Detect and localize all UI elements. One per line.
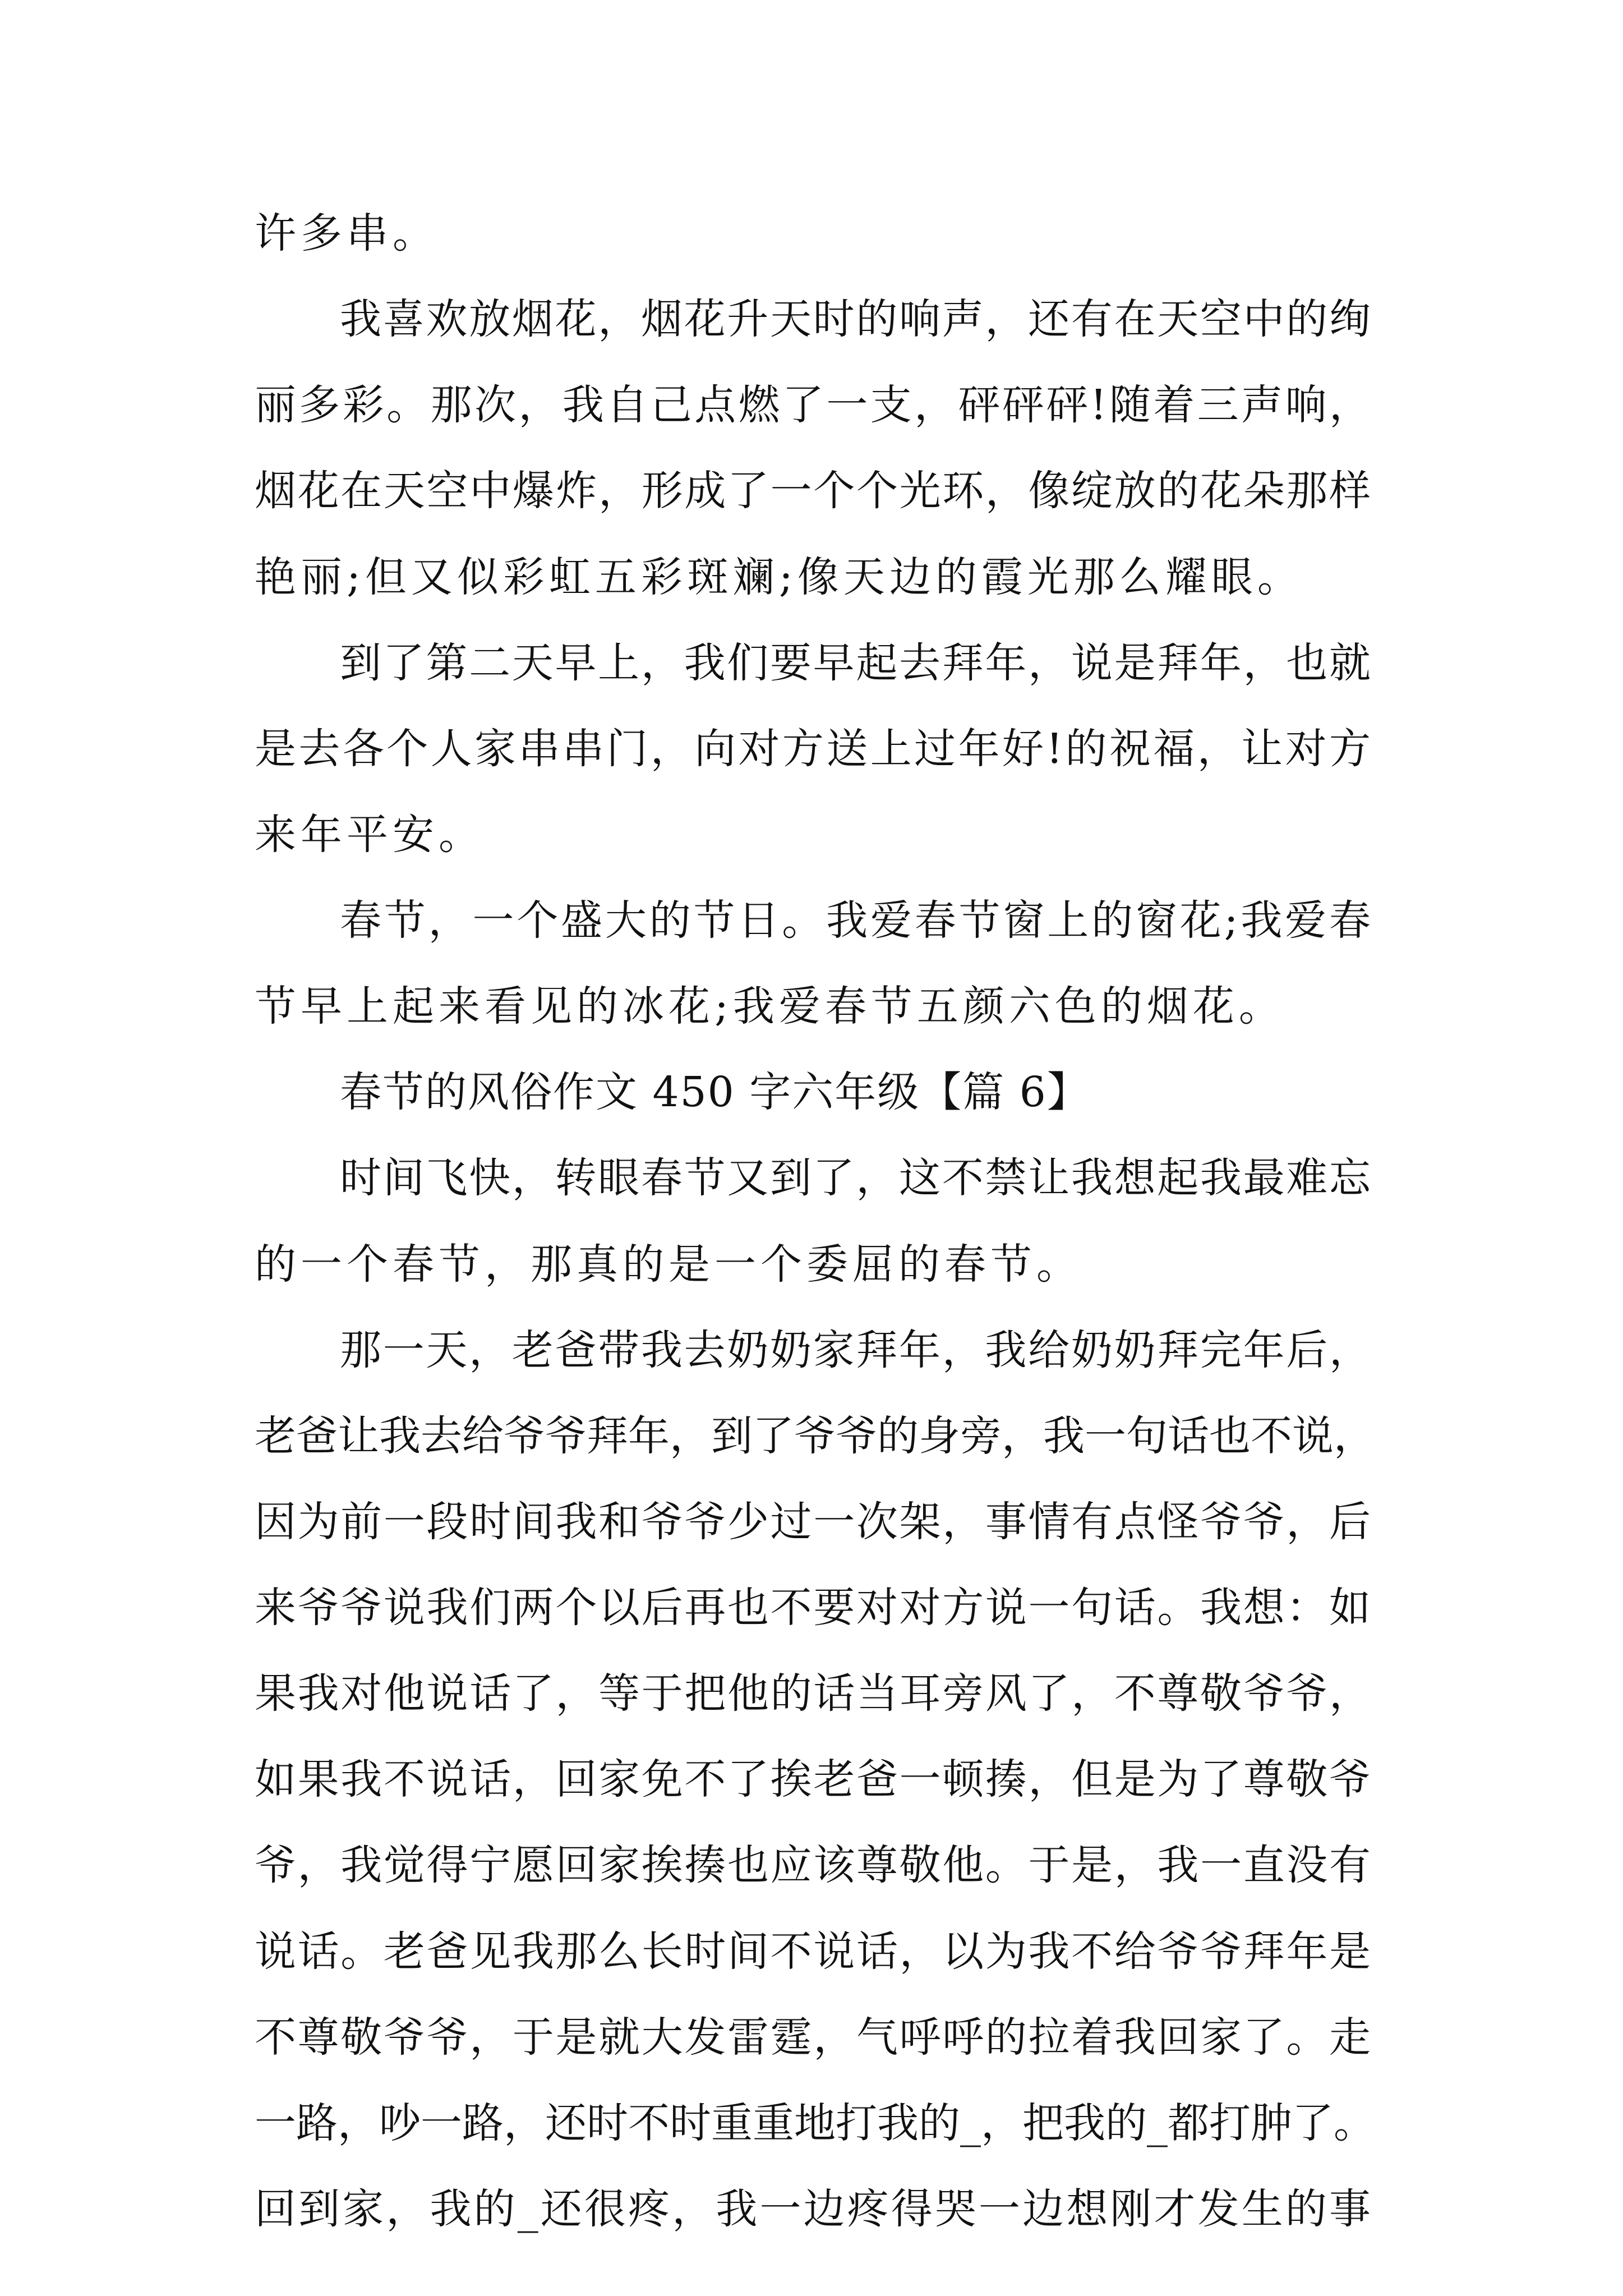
section-heading: 春节的风俗作文 450 字六年级【篇 6】 bbox=[340, 1068, 1090, 1116]
text-line: 那一天，老爸带我去奶奶家拜年，我给奶奶拜完年后， bbox=[340, 1326, 1371, 1374]
text-line: 的一个春节，那真的是一个委屈的春节。 bbox=[255, 1240, 1082, 1289]
text-line: 许多串。 bbox=[255, 209, 439, 257]
text-line: 说话。老爸见我那么长时间不说话，以为我不给爷爷拜年是 bbox=[255, 1927, 1371, 1976]
text-line: 我喜欢放烟花，烟花升天时的响声，还有在天空中的绚 bbox=[340, 295, 1371, 343]
text-line: 一路，吵一路，还时不时重重地打我的_，把我的_都打肿了。 bbox=[255, 2099, 1375, 2147]
text-line: 来爷爷说我们两个以后再也不要对对方说一句话。我想：如 bbox=[255, 1584, 1371, 1632]
text-line: 到了第二天早上，我们要早起去拜年，说是拜年，也就 bbox=[340, 639, 1371, 687]
text-line: 回到家，我的_还很疼，我一边疼得哭一边想刚才发生的事 bbox=[255, 2185, 1371, 2233]
text-line: 节早上起来看见的冰花;我爱春节五颜六色的烟花。 bbox=[255, 982, 1285, 1030]
text-line: 春节，一个盛大的节日。我爱春节窗上的窗花;我爱春 bbox=[340, 896, 1371, 945]
text-line: 是去各个人家串串门，向对方送上过年好!的祝福，让对方 bbox=[255, 725, 1371, 773]
text-line: 艳丽;但又似彩虹五彩斑斓;像天边的霞光那么耀眼。 bbox=[255, 553, 1303, 601]
text-line: 老爸让我去给爷爷拜年，到了爷爷的身旁，我一句话也不说， bbox=[255, 1412, 1375, 1460]
text-line: 如果我不说话，回家免不了挨老爸一顿揍，但是为了尊敬爷 bbox=[255, 1755, 1371, 1803]
text-line: 不尊敬爷爷，于是就大发雷霆，气呼呼的拉着我回家了。走 bbox=[255, 2013, 1371, 2062]
text-line: 时间飞快，转眼春节又到了，这不禁让我想起我最难忘 bbox=[340, 1154, 1371, 1202]
text-line: 丽多彩。那次，我自己点燃了一支，砰砰砰!随着三声响， bbox=[255, 381, 1371, 429]
text-line: 因为前一段时间我和爷爷少过一次架，事情有点怪爷爷，后 bbox=[255, 1498, 1371, 1546]
text-line: 来年平安。 bbox=[255, 811, 485, 859]
text-line: 爷，我觉得宁愿回家挨揍也应该尊敬他。于是，我一直没有 bbox=[255, 1841, 1371, 1889]
text-line: 果我对他说话了，等于把他的话当耳旁风了，不尊敬爷爷， bbox=[255, 1669, 1371, 1718]
text-line: 烟花在天空中爆炸，形成了一个个光环，像绽放的花朵那样 bbox=[255, 467, 1371, 515]
